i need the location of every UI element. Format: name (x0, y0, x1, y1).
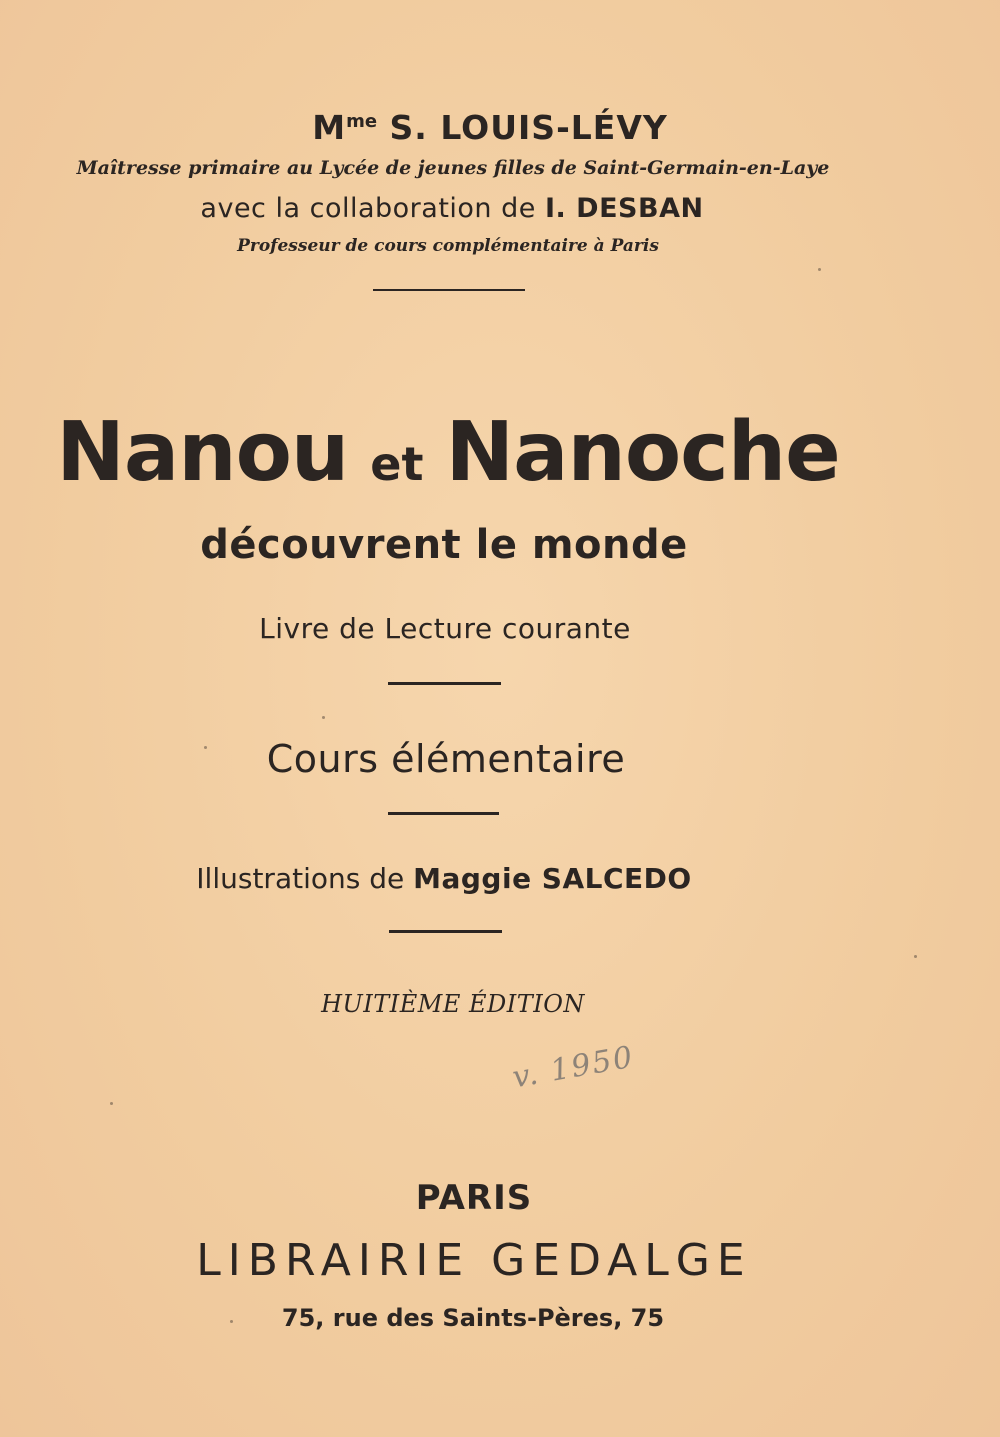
collaboration-lead: avec la collaboration de (200, 193, 536, 224)
edition: HUITIÈME ÉDITION (321, 990, 585, 1018)
paper-speck (818, 268, 821, 271)
collaborator-name: I. DESBAN (544, 193, 704, 224)
paper-speck (110, 1102, 113, 1105)
book-title (0, 405, 948, 500)
divider-1 (388, 682, 501, 685)
paper-speck (914, 955, 917, 958)
illustrator-name: Maggie SALCEDO (413, 862, 692, 895)
author-prefix: M (312, 108, 347, 147)
collaborator-role: Professeur de cours complémentaire à Paris (237, 236, 659, 256)
divider-top (373, 289, 525, 291)
publisher-name: LIBRAIRIE GEDALGE (196, 1235, 752, 1286)
handwritten-date-note: v. 1950 (509, 1039, 637, 1096)
paper-speck (322, 716, 325, 719)
author-prefix-sup: me (346, 111, 378, 132)
divider-3 (389, 930, 502, 933)
title-part-1: Nanou (56, 405, 349, 500)
title-connector: et (370, 437, 424, 491)
divider-2 (388, 812, 499, 815)
publisher-address: 75, rue des Saints-Pères, 75 (281, 1304, 665, 1332)
course-level: Cours élémentaire (266, 737, 626, 781)
collaboration-line (0, 193, 952, 224)
publisher-city: PARIS (415, 1178, 533, 1218)
book-subtitle: découvrent le monde (200, 522, 688, 568)
author-role: Maîtresse primaire au Lycée de jeunes filles de Saint-Germain-en-Laye (76, 157, 830, 179)
author-line (0, 108, 990, 147)
author-name: S. LOUIS-LÉVY (389, 108, 668, 147)
paper-speck (230, 1320, 233, 1323)
book-genre: Livre de Lecture courante (259, 612, 631, 645)
illustrations-line (0, 862, 944, 895)
paper-speck (204, 746, 207, 749)
illustrations-lead: Illustrations de (196, 862, 405, 895)
title-part-2: Nanoche (445, 405, 840, 500)
